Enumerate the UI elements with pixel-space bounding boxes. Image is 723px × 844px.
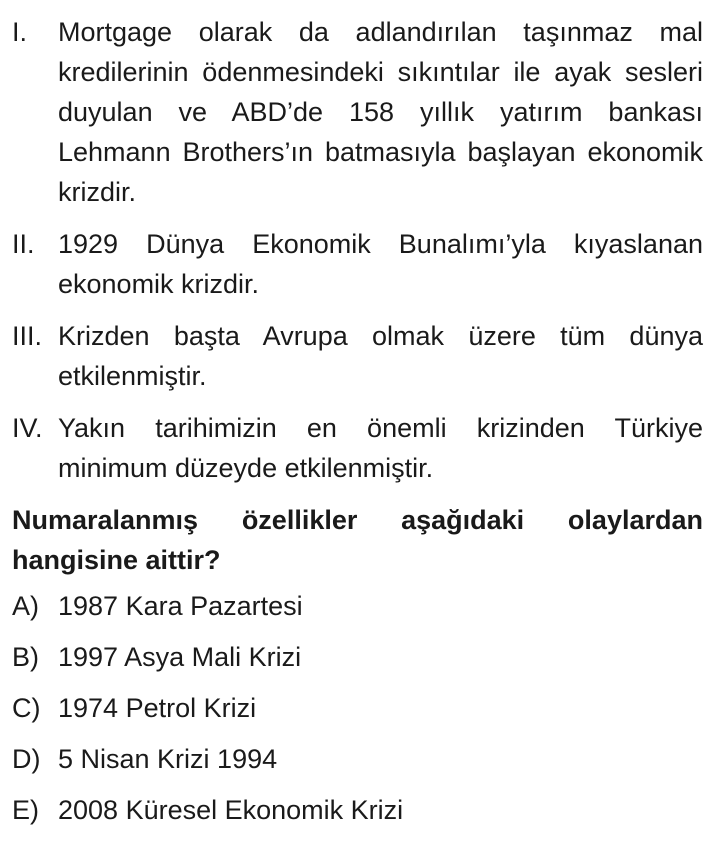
option-letter: B) xyxy=(12,642,39,672)
option-a[interactable] xyxy=(12,586,703,626)
statement-2 xyxy=(12,224,703,304)
statement-text: 1929 Dünya Ekonomik Bunalımı’yla kıyaslanan ekonomik krizdir. xyxy=(58,229,703,299)
answer-options xyxy=(12,586,703,830)
option-letter: A) xyxy=(12,591,39,621)
statement-numeral: I. xyxy=(12,17,28,47)
option-letter: D) xyxy=(12,744,41,774)
option-text: 5 Nisan Krizi 1994 xyxy=(58,744,278,774)
statement-text: Mortgage olarak da adlandırılan taşınmaz mal kredilerinin ödenmesindeki sıkıntılar ile ayak sesleri duyulan ve ABD’de 158 yıllık yatırım bankası Lehmann Brothers’ın batmasıyla başlayan ekonomik krizdir. xyxy=(58,17,703,207)
statement-text: Krizden başta Avrupa olmak üzere tüm dünya etkilenmiştir. xyxy=(58,321,703,391)
statement-text: Yakın tarihimizin en önemli krizinden Türkiye minimum düzeyde etkilenmiştir. xyxy=(58,413,703,483)
statement-1 xyxy=(12,12,703,212)
statement-4 xyxy=(12,408,703,488)
option-letter: E) xyxy=(12,795,39,825)
statement-numeral: III. xyxy=(12,321,43,351)
statement-numeral: II. xyxy=(12,229,35,259)
option-b[interactable] xyxy=(12,637,703,677)
option-c[interactable] xyxy=(12,688,703,728)
statement-3 xyxy=(12,316,703,396)
option-text: 2008 Küresel Ekonomik Krizi xyxy=(58,795,404,825)
option-d[interactable] xyxy=(12,739,703,779)
option-text: 1987 Kara Pazartesi xyxy=(58,591,303,621)
statement-list xyxy=(12,12,703,488)
question-stem: Numaralanmış özellikler aşağıdaki olaylardan hangisine aittir? xyxy=(12,505,703,575)
option-letter: C) xyxy=(12,693,41,723)
option-text: 1974 Petrol Krizi xyxy=(58,693,257,723)
option-text: 1997 Asya Mali Krizi xyxy=(58,642,302,672)
option-e[interactable] xyxy=(12,790,703,830)
statement-numeral: IV. xyxy=(12,413,43,443)
